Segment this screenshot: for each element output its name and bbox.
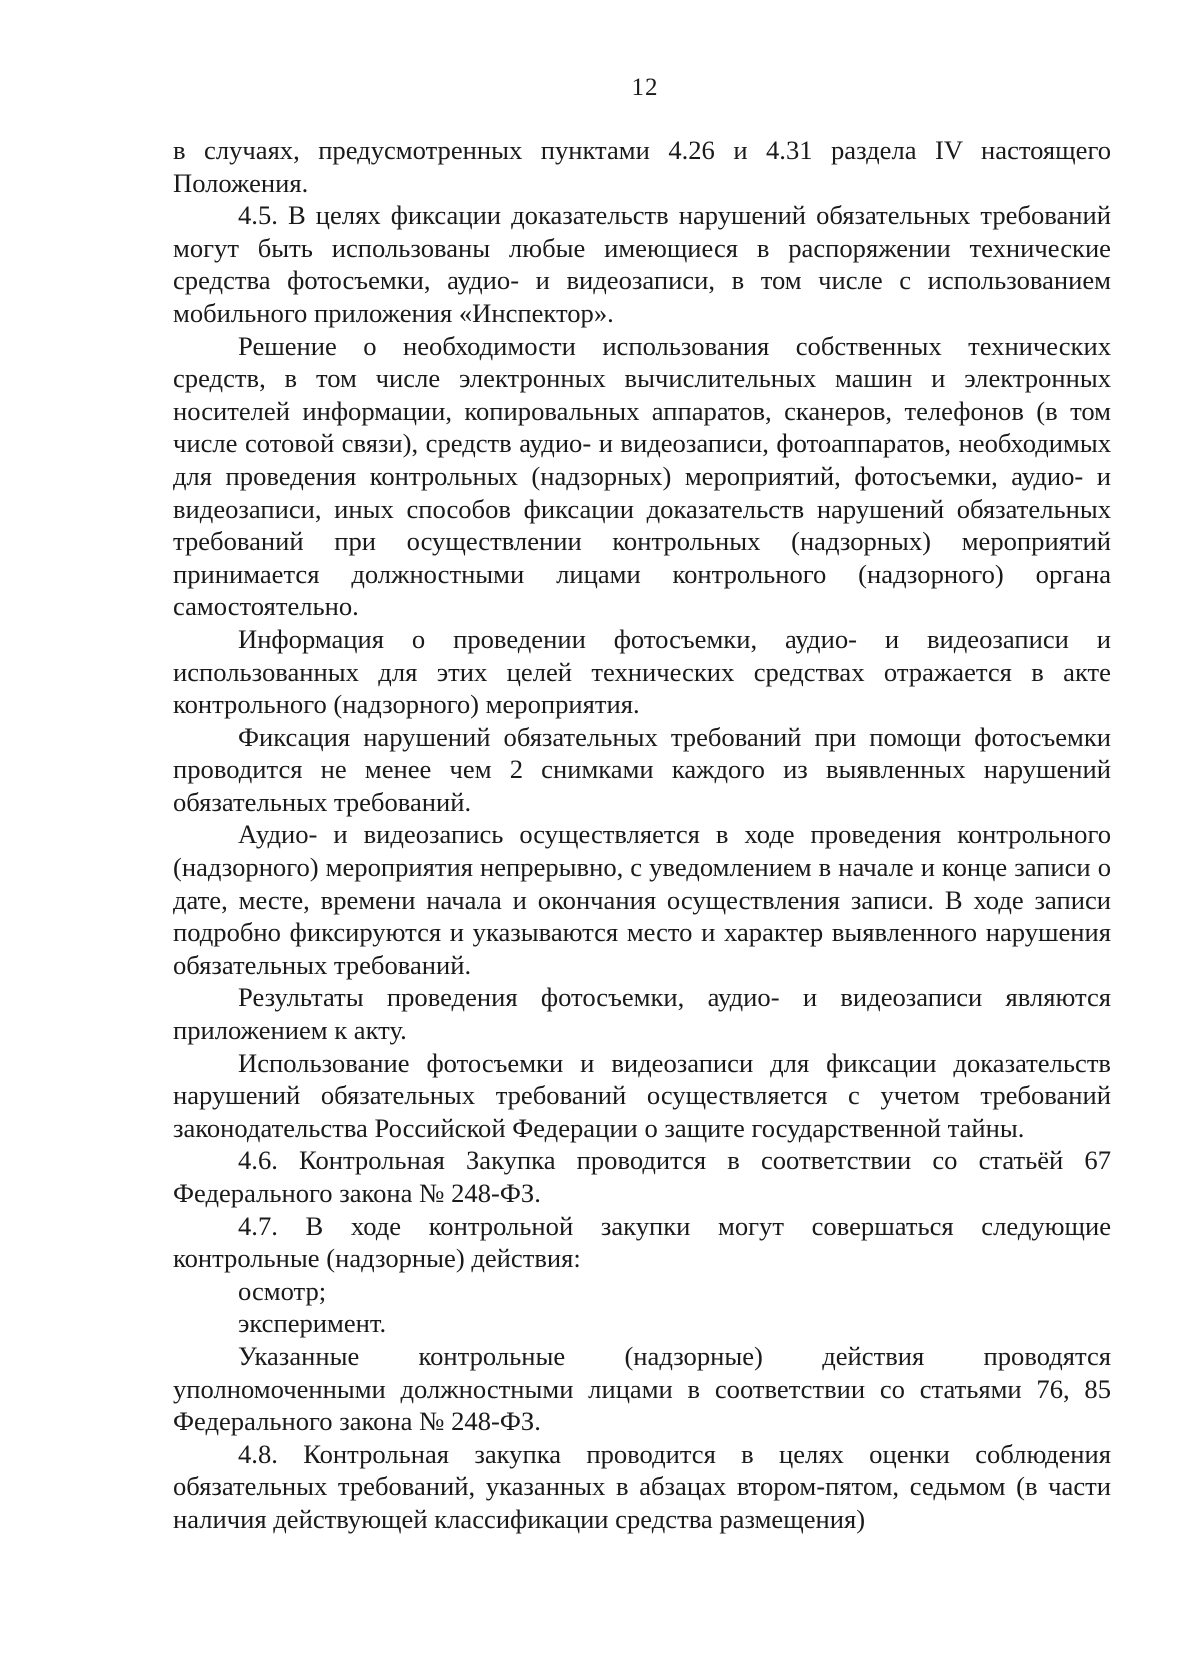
document-body (173, 134, 1111, 1536)
list-item-experiment: эксперимент. (238, 1308, 387, 1339)
paragraph-technical-means-decision: Решение о необходимости использования собственных технических средств, в том числе электронных вычислительных машин и электронных носителей информации, копировальных аппаратов, сканеров, телефонов (в том числе сотовой связи), средств аудио- и видеозаписи, фотоаппаратов, необходимых для проведения контрольных (надзорных) мероприятий, фотосъемки, аудио- и видеозаписи, иных способов фиксации доказательств нарушений обязательных требований при осуществлении контрольных (надзорных) мероприятий принимается должностными лицами контрольного (надзорного) органа самостоятельно. (173, 330, 1111, 622)
paragraph-authorized-officials: Указанные контрольные (надзорные) действия проводятся уполномоченными должностными лицами в соответствии со статьями 76, 85 Федерального закона № 248-ФЗ. (173, 1340, 1111, 1437)
paragraph-4-5: 4.5. В целях фиксации доказательств нарушений обязательных требований могут быть использованы любые имеющиеся в распоряжении технические средства фотосъемки, аудио- и видеозаписи, в том числе с использованием мобильного приложения «Инспектор». (173, 200, 1111, 328)
paragraph-state-secret: Использование фотосъемки и видеозаписи для фиксации доказательств нарушений обязательных требований осуществляется с учетом требований законодательства Российской Федерации о защите государственной тайны. (173, 1047, 1111, 1143)
paragraph-4-7: 4.7. В ходе контрольной закупки могут совершаться следующие контрольные (надзорные) действия: (173, 1210, 1111, 1274)
list-item-inspection: осмотр; (238, 1275, 327, 1306)
paragraph-photo-fixation: Фиксация нарушений обязательных требований при помощи фотосъемки проводится не менее чем 2 снимками каждого из выявленных нарушений обязательных требований. (173, 721, 1111, 817)
paragraph-audio-video-recording: Аудио- и видеозапись осуществляется в ходе проведения контрольного (надзорного) мероприятия непрерывно, с уведомлением в начале и конце записи о дате, месте, времени начала и окончания осуществления записи. В ходе записи подробно фиксируются и указываются место и характер выявленного нарушения обязательных требований. (173, 819, 1111, 980)
paragraph-recording-information: Информация о проведении фотосъемки, аудио- и видеозаписи и использованных для этих целей технических средствах отражается в акте контрольного (надзорного) мероприятия. (173, 623, 1111, 720)
paragraph-4-8: 4.8. Контрольная закупка проводится в целях оценки соблюдения обязательных требований, указанных в абзацах втором-пятом, седьмом (в части наличия действующей классификации средства размещения) (173, 1438, 1111, 1534)
paragraph-recording-results: Результаты проведения фотосъемки, аудио- и видеозаписи являются приложением к акту. (173, 982, 1111, 1046)
page-number: 12 (631, 74, 659, 101)
paragraph-continuation: в случаях, предусмотренных пунктами 4.26 и 4.31 раздела IV настоящего Положения. (173, 135, 1111, 198)
paragraph-4-6: 4.6. Контрольная Закупка проводится в соответствии со статьёй 67 Федерального закона № 248-ФЗ. (173, 1145, 1111, 1208)
